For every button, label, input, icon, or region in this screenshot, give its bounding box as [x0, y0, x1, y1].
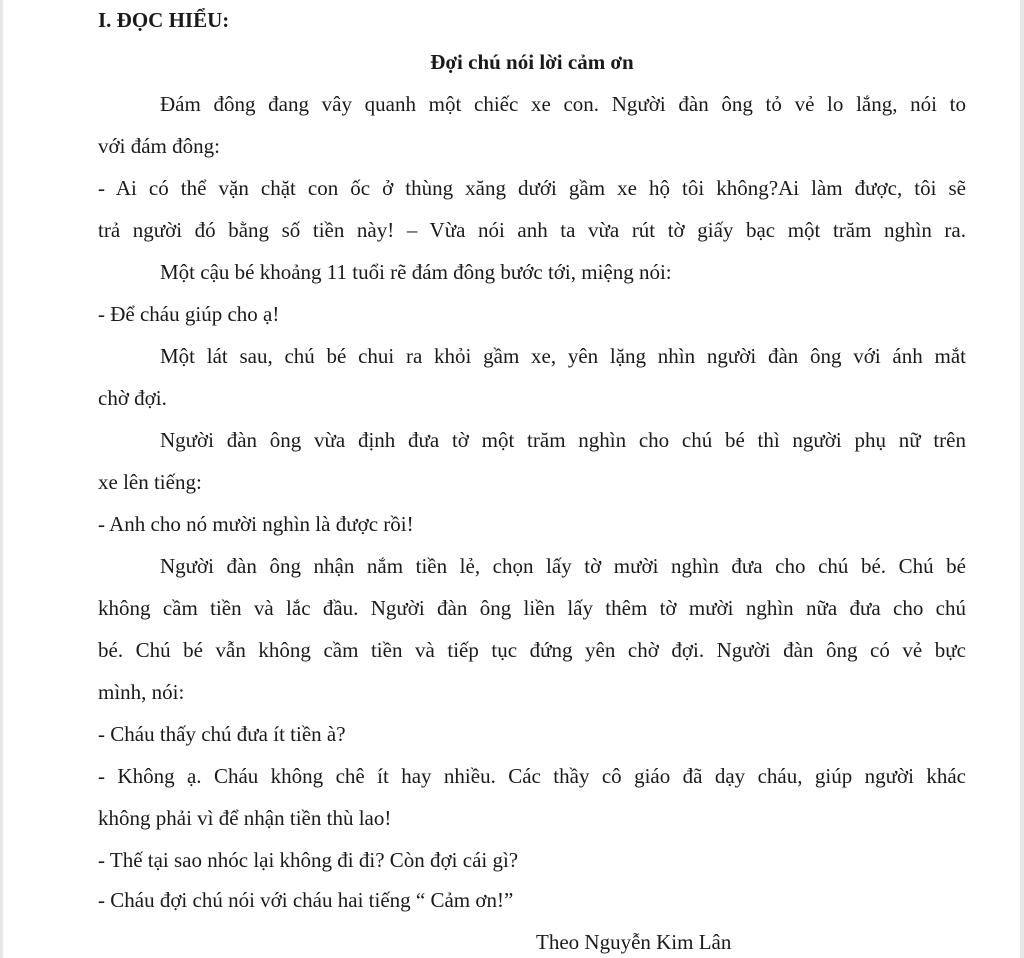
dialogue-line: không phải vì để nhận tiền thù lao! [98, 806, 392, 830]
paragraph-line: Một lát sau, chú bé chui ra khỏi gầm xe, yên lặng nhìn người đàn ông với ánh mắt [160, 344, 966, 368]
paragraph-line: chờ đợi. [98, 386, 167, 410]
paragraph-line: Một cậu bé khoảng 11 tuổi rẽ đám đông bước tới, miệng nói: [160, 260, 672, 284]
paragraph-line: xe lên tiếng: [98, 470, 202, 494]
paragraph-line: không cầm tiền và lắc đầu. Người đàn ông liền lấy thêm tờ mười nghìn nữa đưa cho chú [98, 596, 966, 620]
paragraph-line: với đám đông: [98, 134, 220, 158]
section-heading: I. ĐỌC HIỂU: [98, 8, 230, 32]
paragraph-line: Người đàn ông nhận nắm tiền lẻ, chọn lấy tờ mười nghìn đưa cho chú bé. Chú bé [160, 554, 966, 578]
paragraph-line: - Ai có thể vặn chặt con ốc ở thùng xăng dưới gầm xe hộ tôi không?Ai làm được, tôi sẽ [98, 176, 966, 200]
attribution: Theo Nguyễn Kim Lân [536, 930, 732, 954]
paragraph-line: trả người đó bằng số tiền này! – Vừa nói anh ta vừa rút tờ giấy bạc một trăm nghìn ra. [98, 218, 966, 242]
story-title: Đợi chú nói lời cảm ơn [430, 50, 634, 74]
dialogue-line: - Để cháu giúp cho ạ! [98, 302, 280, 326]
dialogue-line: - Anh cho nó mười nghìn là được rồi! [98, 512, 414, 536]
paragraph-line: Đám đông đang vây quanh một chiếc xe con. Người đàn ông tỏ vẻ lo lắng, nói to [160, 92, 966, 116]
dialogue-line: - Cháu đợi chú nói với cháu hai tiếng “ Cảm ơn!” [98, 888, 514, 912]
paragraph-line: Người đàn ông vừa định đưa tờ một trăm nghìn cho chú bé thì người phụ nữ trên [160, 428, 966, 452]
page-edge-right [1020, 0, 1024, 958]
dialogue-line: - Cháu thấy chú đưa ít tiền à? [98, 722, 346, 746]
paragraph-line: bé. Chú bé vẫn không cầm tiền và tiếp tục đứng yên chờ đợi. Người đàn ông có vẻ bực [98, 638, 966, 662]
paragraph-line: mình, nói: [98, 680, 185, 704]
dialogue-line: - Thế tại sao nhóc lại không đi đi? Còn đợi cái gì? [98, 848, 519, 872]
dialogue-line: - Không ạ. Cháu không chê ít hay nhiều. Các thầy cô giáo đã dạy cháu, giúp người khác [98, 764, 966, 788]
page-edge-left [0, 0, 3, 958]
